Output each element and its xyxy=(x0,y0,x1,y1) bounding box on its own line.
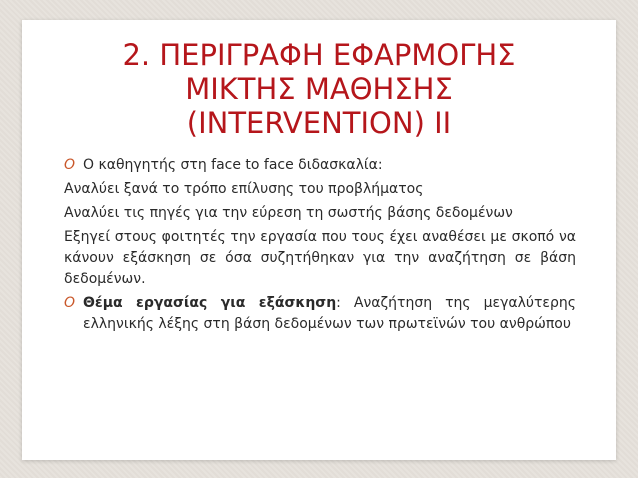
bullet-marker-icon: O xyxy=(64,157,76,173)
bullet-item-1-text: Ο καθηγητής στη face to face διδασκαλία: xyxy=(83,157,383,173)
bullet-item-1 xyxy=(64,155,576,176)
paragraph-3: Εξηγεί στους φοιτητές την εργασία που τους έχει αναθέσει με σκοπό να κάνουν εξάσκηση σε όσα συζητήθηκαν για την αναζήτηση σε βάση δεδομένων. xyxy=(64,229,576,287)
bullet-item-2 xyxy=(64,293,576,335)
bullet-item-2-text: : Αναζήτηση της μεγαλύτερης ελληνικής λέξης στη βάση δεδομένων των πρωτεϊνών του ανθρώπου xyxy=(83,295,576,332)
paragraph-2: Αναλύει τις πηγές για την εύρεση τη σωστής βάσης δεδομένων xyxy=(64,205,513,221)
title-line-2: ΜΙΚΤΗΣ ΜΑΘΗΣΗΣ xyxy=(185,72,453,106)
slide-content xyxy=(64,155,576,335)
title-line-1: 2. ΠΕΡΙΓΡΑΦΗ ΕΦΑΡΜΟΓΗΣ xyxy=(122,38,516,72)
title-line-3: (INTERVENTION) II xyxy=(186,106,452,140)
slide-title xyxy=(22,38,616,140)
bullet-item-2-bold: Θέμα εργασίας για εξάσκηση xyxy=(83,295,337,311)
paragraph-1: Αναλύει ξανά το τρόπο επίλυσης του προβλήματος xyxy=(64,181,424,197)
bullet-marker-icon: O xyxy=(64,295,76,311)
